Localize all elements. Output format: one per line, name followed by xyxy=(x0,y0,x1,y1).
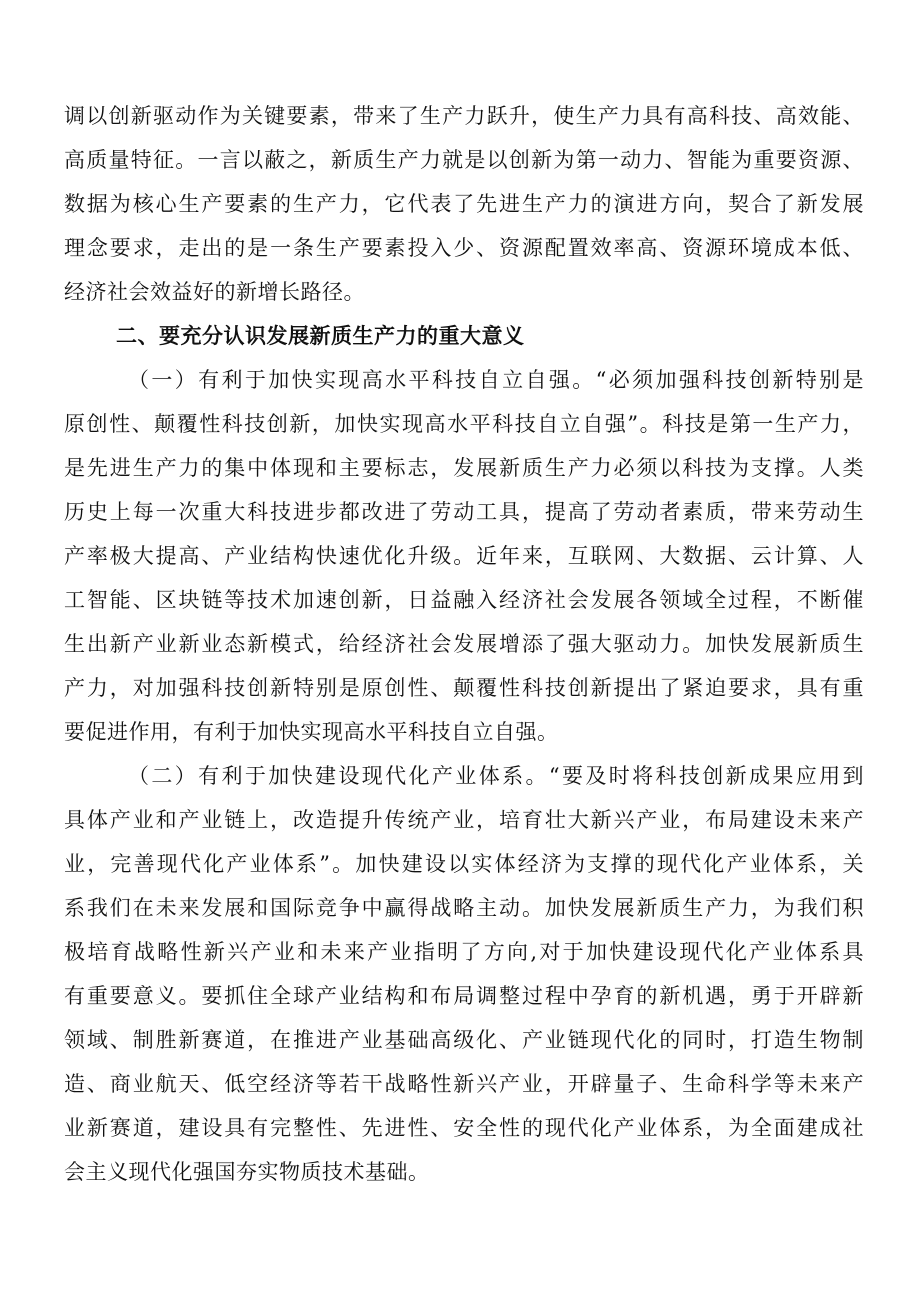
text-line: 要促进作用，有利于加快实现高水平科技自立自强。 xyxy=(64,720,559,744)
text-line: 经济社会效益好的新增长路径。 xyxy=(64,280,365,304)
text-line: 理念要求，走出的是一条生产要素投入少、资源配置效率高、资源环境成本低、 xyxy=(64,236,864,260)
text-line: 高质量特征。一言以蔽之，新质生产力就是以创新为第一动力、智能为重要资源、 xyxy=(64,148,864,172)
text-line: 有重要意义。要抓住全球产业结构和布局调整过程中孕育的新机遇，勇于开辟新 xyxy=(64,984,864,1008)
paragraph-intro xyxy=(64,94,864,314)
text-line: 系我们在未来发展和国际竞争中赢得战略主动。加快发展新质生产力，为我们积 xyxy=(64,896,864,920)
text-line: 会主义现代化强国夯实物质技术基础。 xyxy=(64,1160,430,1184)
text-line: 调以创新驱动作为关键要素，带来了生产力跃升，使生产力具有高科技、高效能、 xyxy=(64,104,864,128)
paragraph-two xyxy=(64,754,864,1194)
text-line: （二）有利于加快建设现代化产业体系。“要及时将科技创新成果应用到 xyxy=(128,764,864,788)
text-line: 造、商业航天、低空经济等若干战略性新兴产业，开辟量子、生命科学等未来产 xyxy=(64,1072,864,1096)
text-line: 工智能、区块链等技术加速创新，日益融入经济社会发展各领域全过程，不断催 xyxy=(64,588,864,612)
text-line: 业，完善现代化产业体系”。加快建设以实体经济为支撑的现代化产业体系，关 xyxy=(64,852,864,876)
text-line: 生出新产业新业态新模式，给经济社会发展增添了强大驱动力。加快发展新质生 xyxy=(64,632,864,656)
text-line: 具体产业和产业链上，改造提升传统产业，培育壮大新兴产业，布局建设未来产 xyxy=(64,808,864,832)
text-line: 产率极大提高、产业结构快速优化升级。近年来，互联网、大数据、云计算、人 xyxy=(64,544,864,568)
text-line: 是先进生产力的集中体现和主要标志，发展新质生产力必须以科技为支撑。人类 xyxy=(64,456,864,480)
text-line: 数据为核心生产要素的生产力，它代表了先进生产力的演进方向，契合了新发展 xyxy=(64,192,864,216)
text-line: 产力，对加强科技创新特别是原创性、颠覆性科技创新提出了紧迫要求，具有重 xyxy=(64,676,864,700)
document-page xyxy=(64,94,864,1194)
text-line: 历史上每一次重大科技进步都改进了劳动工具，提高了劳动者素质，带来劳动生 xyxy=(64,500,864,524)
text-line: 原创性、颠覆性科技创新，加快实现高水平科技自立自强”。科技是第一生产力， xyxy=(64,412,864,436)
paragraph-one xyxy=(64,358,864,754)
section-heading: 二、要充分认识发展新质生产力的重大意义 xyxy=(116,324,525,348)
text-line: 领域、制胜新赛道，在推进产业基础高级化、产业链现代化的同时，打造生物制 xyxy=(64,1028,864,1052)
text-line: （一）有利于加快实现高水平科技自立自强。“必须加强科技创新特别是 xyxy=(128,368,864,392)
text-line: 业新赛道，建设具有完整性、先进性、安全性的现代化产业体系，为全面建成社 xyxy=(64,1116,864,1140)
text-line: 极培育战略性新兴产业和未来产业指明了方向,对于加快建设现代化产业体系具 xyxy=(64,940,864,964)
